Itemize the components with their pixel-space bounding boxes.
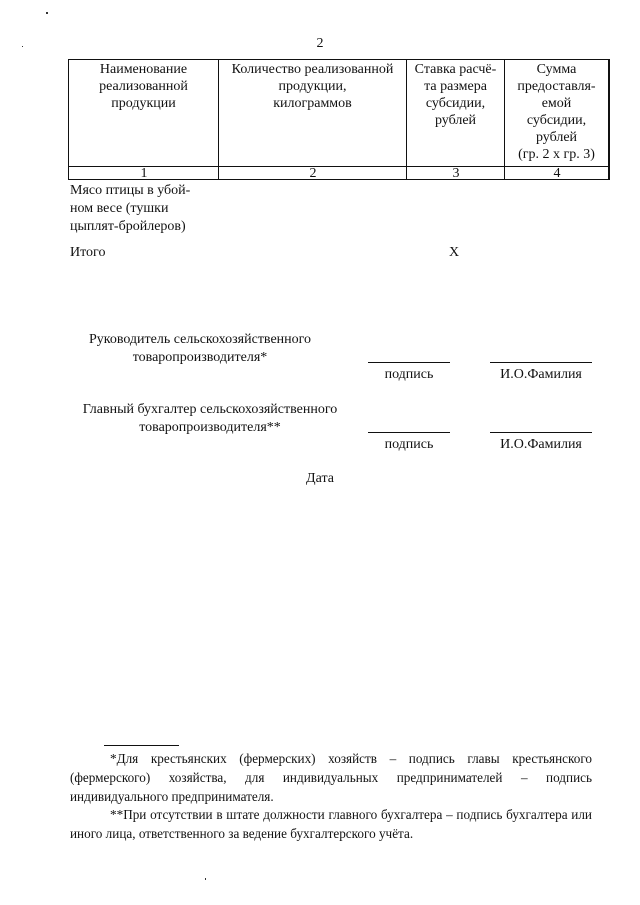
header-rate: Ставка расчё- та размера субсидии, рублей bbox=[414, 62, 497, 128]
accountant-signature-caption: подпись bbox=[384, 437, 434, 452]
head-name-line bbox=[490, 362, 592, 363]
total-rate-mark: Х bbox=[449, 245, 460, 260]
column-number: 3 bbox=[452, 166, 460, 181]
head-signature-line bbox=[368, 362, 450, 363]
accountant-signature-line bbox=[368, 432, 450, 433]
footnote-farm: *Для крестьянских (фермерских) хозяйств – подпись главы крестьянского (фермерского) хозяйства, для индивидуальных предпринимателей – подпись индивидуального предпринимателя. bbox=[70, 751, 592, 804]
column-number-cell bbox=[505, 60, 609, 179]
column-number-cell bbox=[69, 60, 219, 179]
column-number: 4 bbox=[553, 166, 561, 181]
accountant-signature-title: Главный бухгалтер сельскохозяйственного товаропроизводителя** bbox=[82, 402, 338, 435]
head-name-caption: И.О.Фамилия bbox=[500, 367, 582, 382]
header-quantity: Количество реализованной продукции, килограммов bbox=[231, 62, 394, 111]
header-amount: Сумма предоставля- емой субсидии, рублей (гр. 2 х гр. 3) bbox=[517, 62, 596, 162]
scan-speck bbox=[46, 12, 48, 14]
header-product-name: Наименование реализованной продукции bbox=[99, 62, 188, 111]
column-number-cell bbox=[407, 60, 505, 179]
date-label: Дата bbox=[306, 471, 334, 486]
accountant-name-caption: И.О.Фамилия bbox=[500, 437, 582, 452]
scan-speck bbox=[205, 878, 206, 880]
column-number: 2 bbox=[309, 166, 317, 181]
page-number: 2 bbox=[316, 36, 324, 51]
subsidy-table bbox=[68, 59, 610, 180]
total-label: Итого bbox=[70, 245, 106, 260]
head-signature-title: Руководитель сельскохозяйственного товаропроизводителя* bbox=[88, 332, 312, 365]
footnote-accountant: **При отсутствии в штате должности главного бухгалтера – подпись бухгалтера или иного лица, ответственного за ведение бухгалтерского учёта. bbox=[70, 807, 592, 841]
head-signature-caption: подпись bbox=[384, 367, 434, 382]
column-number-cell bbox=[219, 60, 407, 179]
accountant-name-line bbox=[490, 432, 592, 433]
column-number: 1 bbox=[140, 166, 148, 181]
product-row-name: Мясо птицы в убой- ном весе (тушки цыплят-бройлеров) bbox=[70, 183, 191, 234]
footnote-separator bbox=[104, 745, 179, 746]
